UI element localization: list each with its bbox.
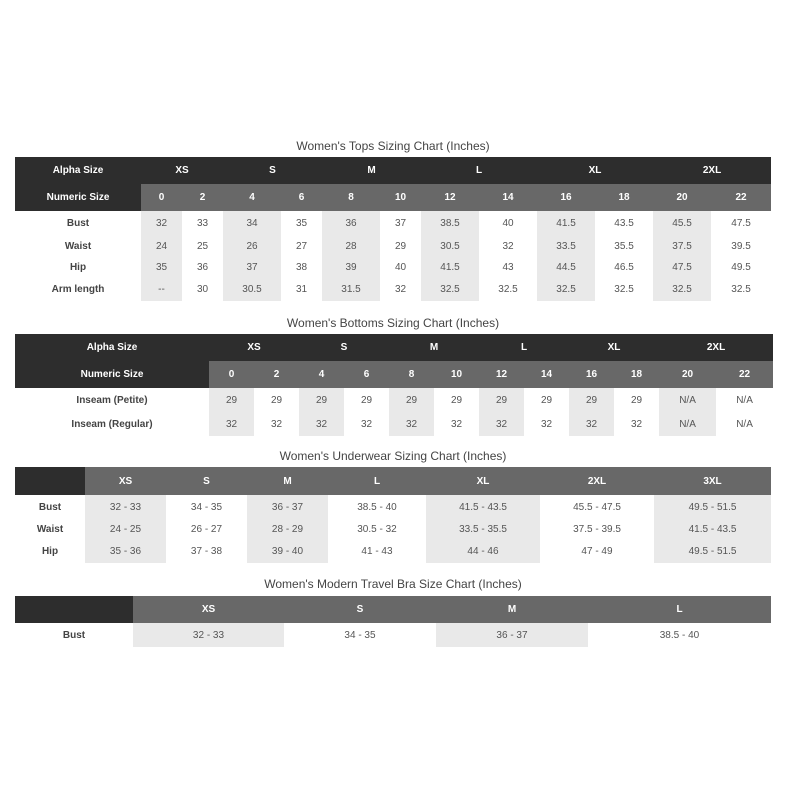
table-cell: 32.5 [537,278,595,301]
numeric-size-row [15,184,771,211]
table-cell: 34 - 35 [190,501,223,513]
table-cell: 32 [141,211,182,236]
numeric-size-header: 6 [344,361,389,388]
tops-chart-title: Women's Tops Sizing Chart (Inches) [296,139,490,153]
alpha-size-label: Alpha Size [15,334,209,361]
table-cell: N/A [736,419,753,430]
table-cell: 32 [569,413,614,436]
size-header: XL [426,467,540,495]
bottoms-size-table [15,334,773,436]
table-cell: 30.5 - 32 [357,524,397,535]
table-cell: N/A [659,388,716,413]
table-row [15,236,771,257]
table-cell: 32 [450,419,463,430]
size-header-row [15,596,771,623]
table-cell: 41.5 [421,257,479,278]
table-cell: 38.5 - 40 [659,629,700,641]
table-cell: 37 - 38 [190,546,223,557]
size-header: S [166,467,247,495]
table-cell: 29 [209,388,254,413]
table-row [15,519,771,540]
table-cell: 34 - 35 [344,629,376,641]
table-cell: -- [141,278,182,301]
table-cell: 43.5 [614,218,634,229]
numeric-size-header: 22 [711,184,771,211]
table-cell: 32 - 33 [133,623,284,647]
alpha-size-header: L [421,157,537,184]
row-label: Hip [41,546,59,557]
size-header: L [328,467,426,495]
table-cell: 29 [479,388,524,413]
size-header: S [284,596,436,623]
row-label: Inseam (Petite) [76,395,148,406]
table-cell: 30.5 [421,236,479,257]
size-header: L [588,596,771,623]
table-cell: 38.5 - 40 [357,501,397,513]
table-cell: 28 - 29 [247,519,328,540]
alpha-size-header: L [479,334,569,361]
alpha-size-label: Alpha Size [15,157,141,184]
table-cell: 44.5 [537,257,595,278]
numeric-size-header: 8 [322,184,380,211]
table-cell: 41.5 - 43.5 [654,519,771,540]
numeric-size-header: 4 [299,361,344,388]
size-header: 3XL [654,467,771,495]
numeric-size-header: 4 [223,184,281,211]
table-cell: 41.5 [537,211,595,236]
row-label: Arm length [51,284,105,295]
row-label: Waist [36,524,64,535]
bra-size-table [15,596,771,647]
table-cell: 29 [389,388,434,413]
table-row [15,257,771,278]
numeric-size-header: 16 [537,184,595,211]
table-cell: 32 [299,413,344,436]
table-cell: 32.5 [653,278,711,301]
table-cell: 32 [540,419,553,430]
table-cell: 25 [196,241,209,252]
numeric-size-header: 2 [182,184,223,211]
table-row [15,413,773,436]
table-cell: 35 [141,257,182,278]
table-cell: 33.5 [537,236,595,257]
table-cell: 24 - 25 [85,519,166,540]
size-header: XS [85,467,166,495]
numeric-size-label: Numeric Size [15,184,141,211]
numeric-size-header: 12 [421,184,479,211]
alpha-size-header: XL [537,157,653,184]
alpha-size-header: XL [569,334,659,361]
table-cell: 39 - 40 [247,540,328,563]
row-label: Bust [66,218,90,229]
table-cell: 26 [223,236,281,257]
header-corner [15,596,133,623]
table-cell: 47 - 49 [581,546,613,557]
numeric-size-row [15,361,773,388]
table-cell: 45.5 - 47.5 [573,501,621,513]
table-cell: 32 [502,241,514,252]
table-cell: 37.5 [653,236,711,257]
numeric-size-header: 8 [389,361,434,388]
table-cell: 47.5 [653,257,711,278]
alpha-size-row [15,157,771,184]
numeric-size-header: 18 [614,361,659,388]
table-cell: 47.5 [731,218,751,229]
table-cell: 36 [196,262,209,273]
table-cell: 29 [299,388,344,413]
numeric-size-header: 14 [479,184,537,211]
table-cell: 36 - 37 [247,495,328,519]
bra-chart-title: Women's Modern Travel Bra Size Chart (Inches) [264,577,522,591]
size-header-row [15,467,771,495]
size-header: M [436,596,588,623]
row-label: Bust [38,501,62,513]
alpha-size-header: XS [209,334,299,361]
alpha-size-header: M [322,157,421,184]
table-row [15,211,771,236]
alpha-size-header: M [389,334,479,361]
table-cell: 29 [450,395,463,406]
header-corner [15,467,85,495]
table-cell: 49.5 [731,262,751,273]
numeric-size-header: 14 [524,361,569,388]
table-cell: 24 [141,236,182,257]
table-cell: 40 [394,262,407,273]
table-row [15,495,771,519]
table-cell: 49.5 - 51.5 [654,495,771,519]
table-cell: 30.5 [223,278,281,301]
table-cell: 32 [270,419,283,430]
table-cell: 39 [322,257,380,278]
table-row [15,388,773,413]
table-cell: 46.5 [614,262,634,273]
table-cell: 36 [322,211,380,236]
row-label: Waist [64,241,92,252]
table-cell: 32.5 [498,284,518,295]
table-cell: 31 [295,284,308,295]
alpha-size-header: XS [141,157,223,184]
table-cell: 29 [540,395,553,406]
table-cell: 45.5 [653,211,711,236]
table-row [15,623,771,647]
underwear-size-table [15,467,771,563]
table-cell: 32 [389,413,434,436]
numeric-size-header: 22 [716,361,773,388]
tops-size-table [15,157,771,301]
table-cell: 28 [322,236,380,257]
row-label: Inseam (Regular) [71,419,153,430]
numeric-size-header: 20 [659,361,716,388]
table-cell: 39.5 [731,241,751,252]
table-cell: 37 [223,257,281,278]
alpha-size-header: 2XL [653,157,771,184]
table-cell: 29 [360,395,373,406]
size-header: M [247,467,328,495]
table-cell: 44 - 46 [426,540,540,563]
table-cell: 32 - 33 [85,495,166,519]
alpha-size-header: 2XL [659,334,773,361]
numeric-size-header: 2 [254,361,299,388]
numeric-size-header: 6 [281,184,322,211]
table-cell: 33.5 - 35.5 [426,519,540,540]
table-cell: 37.5 - 39.5 [573,524,621,535]
table-cell: 29 [569,388,614,413]
table-cell: 35.5 [614,241,634,252]
table-cell: 31.5 [322,278,380,301]
table-cell: 41.5 - 43.5 [426,495,540,519]
numeric-size-label: Numeric Size [15,361,209,388]
table-cell: 32 [479,413,524,436]
table-cell: 49.5 - 51.5 [654,540,771,563]
table-cell: 32.5 [421,278,479,301]
table-cell: 32 [394,284,407,295]
table-cell: 35 [295,218,308,229]
table-cell: 41 - 43 [361,546,393,557]
table-cell: 36 - 37 [436,623,588,647]
table-cell: 37 [394,218,407,229]
numeric-size-header: 10 [434,361,479,388]
table-cell: 29 [270,395,283,406]
numeric-size-header: 18 [595,184,653,211]
table-cell: N/A [659,413,716,436]
table-cell: 32.5 [731,284,751,295]
table-cell: 32 [209,413,254,436]
row-label: Hip [69,262,87,273]
table-cell: 29 [630,395,643,406]
size-header: XS [133,596,284,623]
table-cell: 32 [630,419,643,430]
table-cell: 27 [295,241,308,252]
table-cell: 35 - 36 [85,540,166,563]
table-cell: 33 [196,218,209,229]
table-cell: 34 [223,211,281,236]
alpha-size-row [15,334,773,361]
numeric-size-header: 20 [653,184,711,211]
numeric-size-header: 10 [380,184,421,211]
row-label: Bust [62,629,86,641]
table-cell: 43 [502,262,514,273]
table-cell: 38.5 [421,211,479,236]
underwear-chart-title: Women's Underwear Sizing Chart (Inches) [279,449,507,463]
bottoms-chart-title: Women's Bottoms Sizing Chart (Inches) [286,316,500,330]
numeric-size-header: 12 [479,361,524,388]
table-cell: 32 [360,419,373,430]
table-cell: 32.5 [614,284,634,295]
numeric-size-header: 16 [569,361,614,388]
table-row [15,278,771,301]
table-cell: 30 [196,284,209,295]
table-cell: 29 [394,241,407,252]
table-cell: 38 [295,262,308,273]
size-header: 2XL [540,467,654,495]
table-cell: 26 - 27 [190,524,223,535]
table-cell: N/A [736,395,753,406]
numeric-size-header: 0 [209,361,254,388]
table-cell: 40 [502,218,514,229]
numeric-size-header: 0 [141,184,182,211]
table-row [15,540,771,563]
alpha-size-header: S [299,334,389,361]
alpha-size-header: S [223,157,322,184]
